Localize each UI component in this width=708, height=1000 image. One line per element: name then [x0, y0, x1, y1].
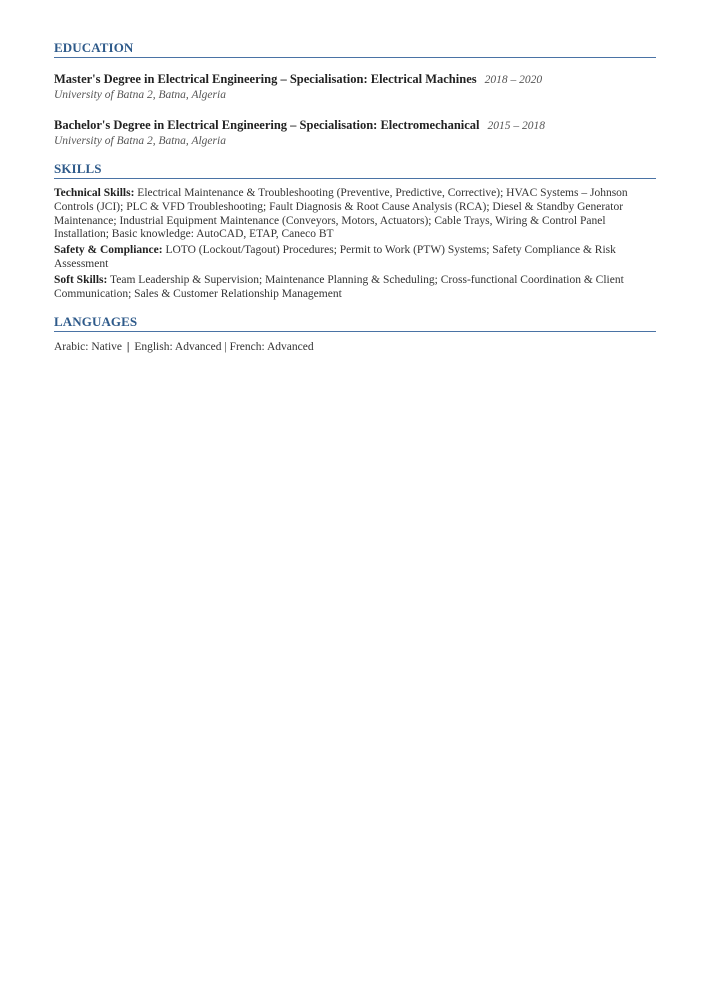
skills-body [54, 187, 656, 301]
education-degree: Master's Degree in Electrical Engineering – Specialisation: Electrical Machines [54, 72, 477, 86]
language-separator: | [126, 341, 130, 354]
skill-row-soft [54, 274, 656, 302]
education-entry [54, 117, 656, 148]
resume-page [54, 40, 656, 354]
languages-list [54, 340, 656, 354]
education-section [54, 40, 656, 148]
skill-row-safety [54, 244, 656, 272]
languages-heading: LANGUAGES [54, 314, 656, 332]
language-separator: | [224, 341, 227, 354]
education-title-row [54, 117, 656, 134]
skill-label: Safety & Compliance: [54, 244, 163, 257]
education-dates: 2015 – 2018 [487, 120, 546, 132]
education-school: University of Batna 2, Batna, Algeria [54, 135, 226, 147]
skill-label: Soft Skills: [54, 273, 108, 286]
education-title-row [54, 71, 656, 88]
skills-heading: SKILLS [54, 161, 656, 179]
language-item: French: Advanced [229, 341, 314, 354]
education-dates: 2018 – 2020 [484, 74, 543, 86]
skill-text: Team Leadership & Supervision; Maintenance Planning & Scheduling; Cross-functional Coordination & Client Communication; Sales & Customer Relationship Management [54, 273, 624, 300]
skill-row-technical [54, 187, 656, 242]
language-item: Arabic: Native [54, 341, 123, 354]
skill-label: Technical Skills: [54, 187, 135, 199]
skill-text: Electrical Maintenance & Troubleshooting (Preventive, Predictive, Corrective); HVAC Systems – Johnson Controls (JCI); PLC & VFD Troubleshooting; Fault Diagnosis & Root Cause Analysis (RCA); Diesel & Standby Generator Maintenance; Industrial Equipment Maintenance (Conveyors, Motors, Actuators); Cable Trays, Wiring & Control Panel Installation; Basic knowledge: AutoCAD, ETAP, Caneco BT [54, 187, 628, 241]
education-school: University of Batna 2, Batna, Algeria [54, 89, 226, 101]
education-degree: Bachelor's Degree in Electrical Engineering – Specialisation: Electromechanical [54, 118, 480, 132]
education-entry [54, 71, 656, 102]
languages-section [54, 314, 656, 354]
language-item: English: Advanced [134, 341, 222, 354]
skill-text: LOTO (Lockout/Tagout) Procedures; Permit to Work (PTW) Systems; Safety Compliance & Risk Assessment [54, 244, 616, 270]
education-heading: EDUCATION [54, 40, 656, 58]
skills-section [54, 161, 656, 301]
